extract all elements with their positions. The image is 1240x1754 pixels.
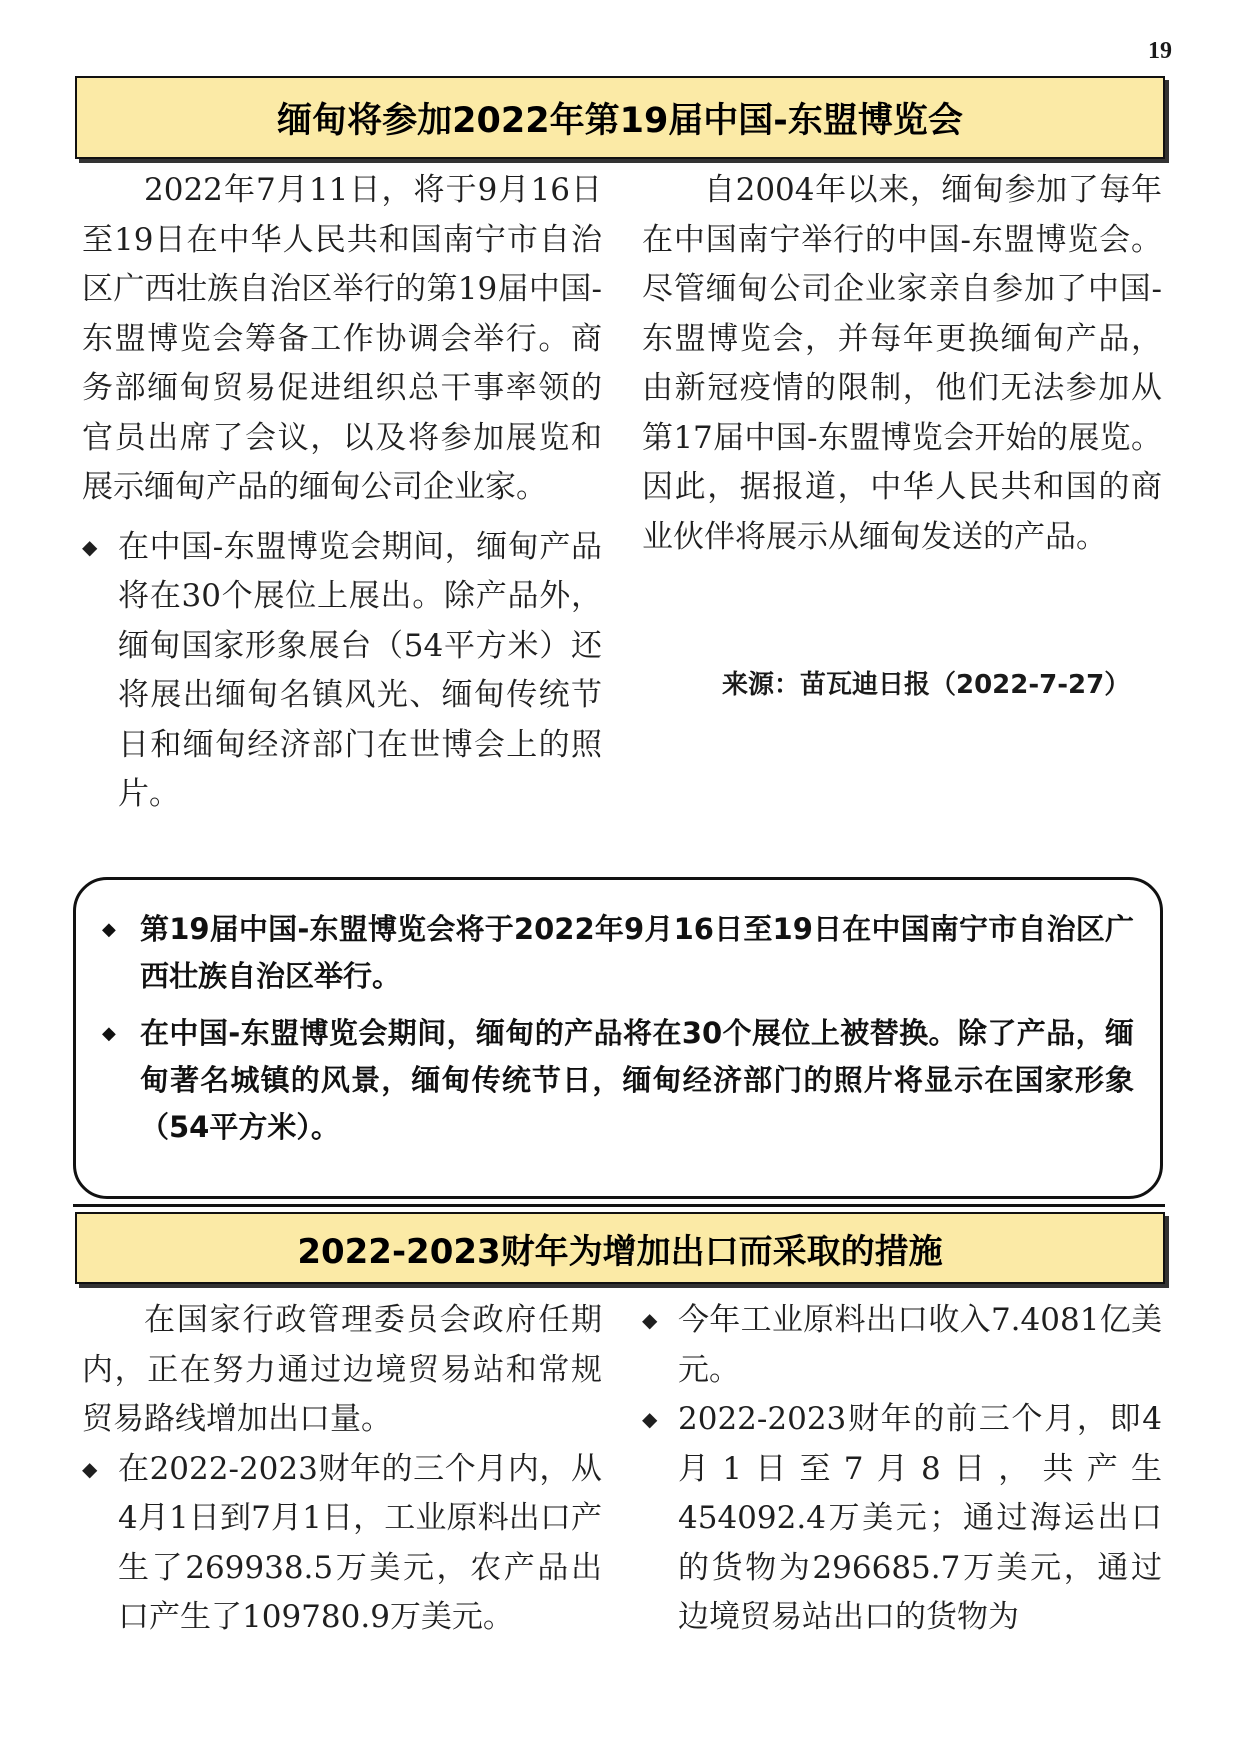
article2-right-bullet-1 — [642, 1296, 1162, 1395]
article1-right-column — [642, 166, 1162, 562]
bullet-diamond-icon: ◆ — [82, 1456, 98, 1481]
article-title-expo: 缅甸将参加2022年第19届中国-东盟博览会 — [75, 76, 1165, 159]
bullet-diamond-icon: ◆ — [102, 1023, 116, 1044]
article2-left-paragraph: 在国家行政管理委员会政府任期内，正在努力通过边境贸易站和常规贸易路线增加出口量。 — [82, 1302, 602, 1437]
section-divider — [73, 1204, 1165, 1207]
article1-left-bullet — [82, 523, 602, 820]
summary-box — [73, 877, 1163, 1199]
summary-bullet-1-text: 第19届中国-东盟博览会将于2022年9月16日至19日在中国南宁市自治区广西壮族自治区举行。 — [140, 912, 1134, 993]
article1-left-paragraph: 2022年7月11日，将于9月16日至19日在中华人民共和国南宁市自治区广西壮族自治区举行的第19届中国-东盟博览会筹备工作协调会举行。商务部缅甸贸易促进组织总干事率领的官员出席了会议，以及将参加展览和展示缅甸产品的缅甸公司企业家。 — [82, 172, 602, 505]
article2-right-bullet-1-text: 今年工业原料出口收入7.4081亿美元。 — [678, 1302, 1162, 1388]
bullet-diamond-icon: ◆ — [82, 534, 98, 559]
article2-left-bullet-text: 在2022-2023财年的三个月内，从4月1日到7月1日，工业原料出口产生了269938.5万美元，农产品出口产生了109780.9万美元。 — [118, 1450, 602, 1635]
article-title-export: 2022-2023财年为增加出口而采取的措施 — [75, 1212, 1165, 1284]
summary-bullet-2 — [102, 1010, 1134, 1151]
article1-left-column — [82, 166, 602, 820]
bullet-diamond-icon: ◆ — [102, 919, 116, 940]
article2-right-bullet-2-text: 2022-2023财年的前三个月，即4月1日至7月8日，共产生454092.4万美元；通过海运出口的货物为296685.7万美元，通过边境贸易站出口的货物为 — [678, 1401, 1162, 1635]
article1-left-bullet-text: 在中国-东盟博览会期间，缅甸产品将在30个展位上展出。除产品外，缅甸国家形象展台（54平方米）还将展出缅甸名镇风光、缅甸传统节日和缅甸经济部门在世博会上的照片。 — [118, 528, 602, 812]
article2-left-bullet — [82, 1445, 602, 1643]
article2-right-bullet-2 — [642, 1395, 1162, 1643]
article1-right-paragraph: 自2004年以来，缅甸参加了每年在中国南宁举行的中国-东盟博览会。尽管缅甸公司企业家亲自参加了中国-东盟博览会，并每年更换缅甸产品，由新冠疫情的限制，他们无法参加从第17届中国-东盟博览会开始的展览。因此，据报道，中华人民共和国的商业伙伴将展示从缅甸发送的产品。 — [642, 172, 1162, 555]
bullet-diamond-icon: ◆ — [642, 1308, 658, 1332]
page-number: 19 — [1148, 38, 1172, 64]
summary-bullet-1 — [102, 906, 1134, 1000]
article2-right-column — [642, 1296, 1162, 1643]
article2-left-column — [82, 1296, 602, 1643]
article1-source: 来源：苗瓦迪日报（2022-7-27） — [722, 670, 1131, 700]
bullet-diamond-icon: ◆ — [642, 1407, 658, 1431]
summary-bullet-2-text: 在中国-东盟博览会期间，缅甸的产品将在30个展位上被替换。除了产品，缅甸著名城镇的风景，缅甸传统节日，缅甸经济部门的照片将显示在国家形象（54平方米）。 — [140, 1016, 1134, 1144]
